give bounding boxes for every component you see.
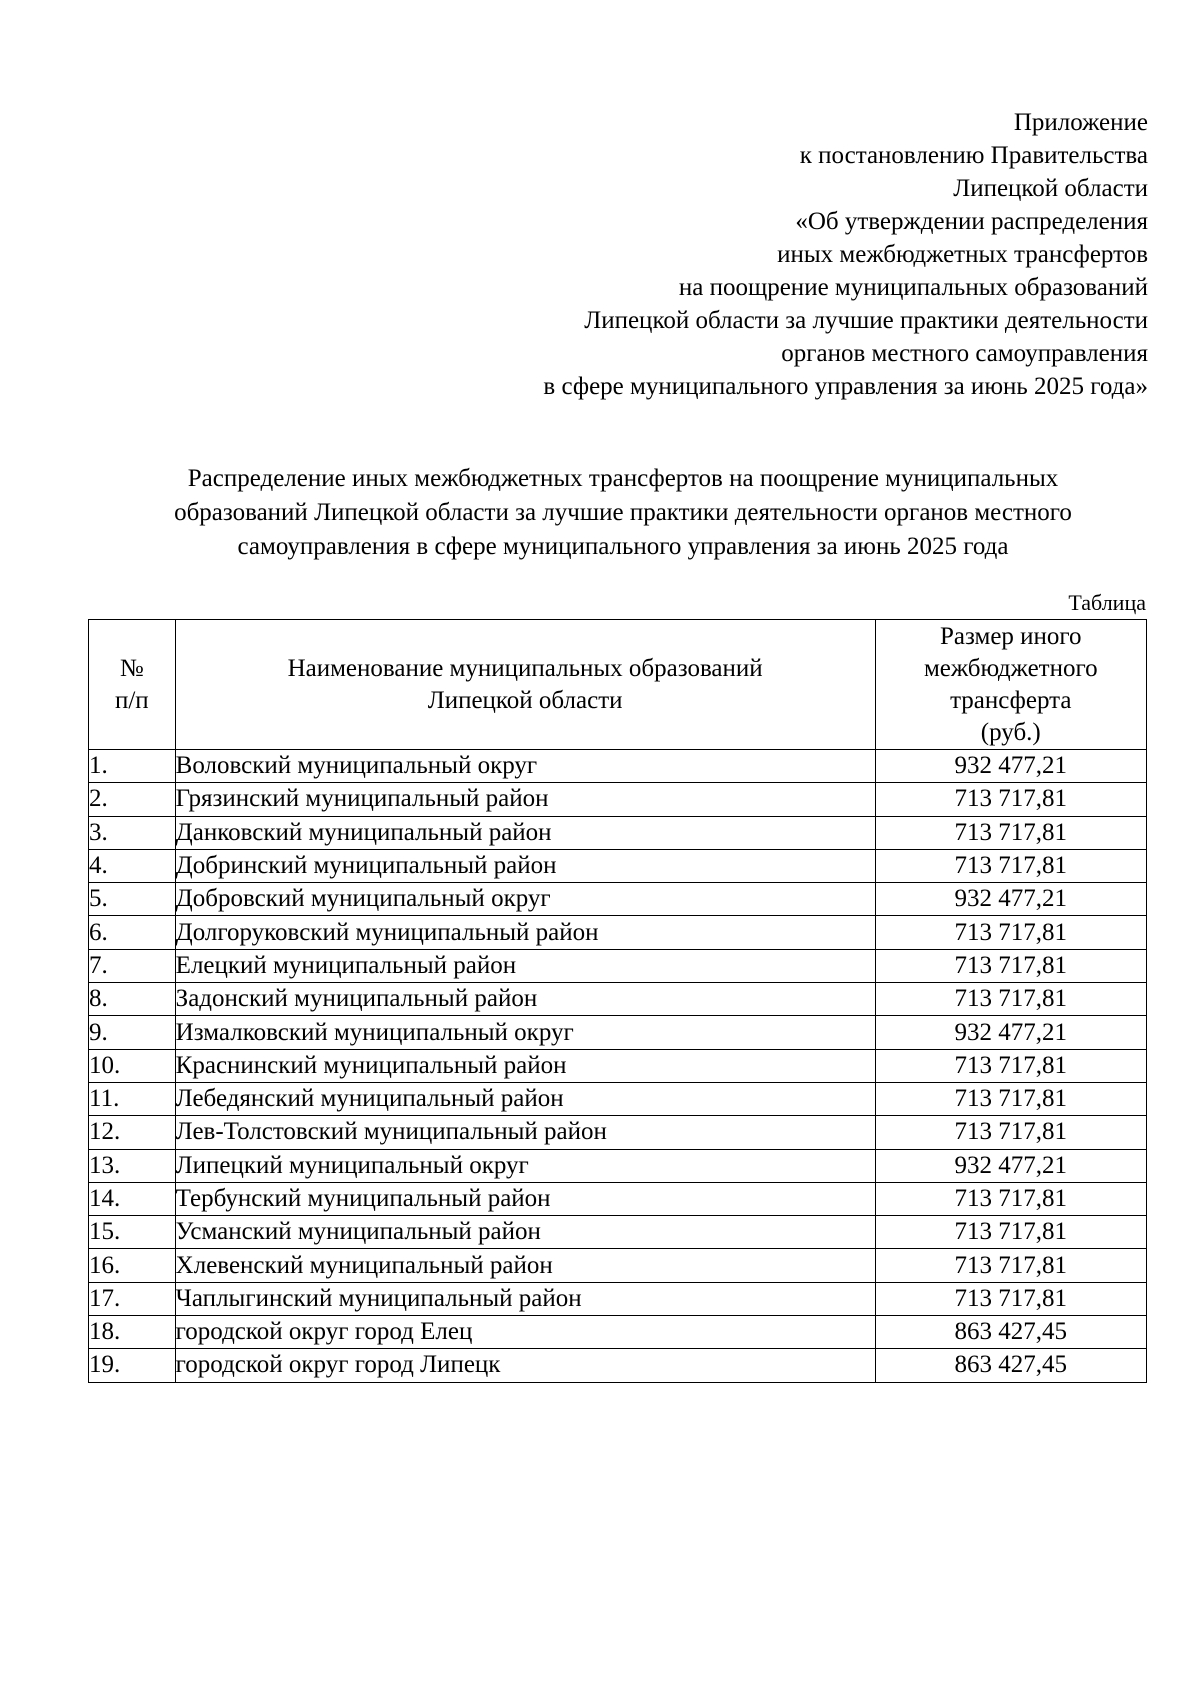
transfer-amount: 713 717,81 <box>875 1182 1146 1215</box>
table-row <box>89 849 1147 882</box>
appendix-line: иных межбюджетных трансфертов <box>777 241 1148 268</box>
transfer-amount: 713 717,81 <box>875 1116 1146 1149</box>
appendix-line: к постановлению Правительства <box>799 142 1148 169</box>
header-amount-line: Размер иного <box>939 622 1082 650</box>
table-header-row <box>89 620 1147 750</box>
row-number: 12. <box>89 1116 176 1149</box>
header-name-line: Липецкой области <box>427 686 623 714</box>
row-number: 11. <box>89 1082 176 1115</box>
row-number: 16. <box>89 1249 176 1282</box>
municipality-name: Долгоруковский муниципальный район <box>175 916 875 949</box>
municipality-name: Лев-Толстовский муниципальный район <box>175 1116 875 1149</box>
row-number: 15. <box>89 1216 176 1249</box>
table-row <box>89 1149 1147 1182</box>
transfer-amount: 932 477,21 <box>875 1149 1146 1182</box>
row-number: 2. <box>89 783 176 816</box>
transfer-amount: 713 717,81 <box>875 1216 1146 1249</box>
transfer-amount: 863 427,45 <box>875 1349 1146 1382</box>
header-name <box>175 620 875 750</box>
row-number: 6. <box>89 916 176 949</box>
appendix-line: органов местного самоуправления <box>781 340 1148 367</box>
row-number: 19. <box>89 1349 176 1382</box>
row-number: 7. <box>89 949 176 982</box>
transfer-amount: 713 717,81 <box>875 1082 1146 1115</box>
municipality-name: городской округ город Елец <box>175 1316 875 1349</box>
row-number: 9. <box>89 1016 176 1049</box>
row-number: 18. <box>89 1316 176 1349</box>
transfer-amount: 713 717,81 <box>875 849 1146 882</box>
table-row <box>89 916 1147 949</box>
table-row <box>89 1049 1147 1082</box>
municipality-name: Данковский муниципальный район <box>175 816 875 849</box>
municipality-name: Елецкий муниципальный район <box>175 949 875 982</box>
row-number: 8. <box>89 983 176 1016</box>
table-row <box>89 1316 1147 1349</box>
header-number-line: п/п <box>114 686 149 714</box>
municipality-name: Грязинский муниципальный район <box>175 783 875 816</box>
transfer-amount: 932 477,21 <box>875 1016 1146 1049</box>
table-row <box>89 1282 1147 1315</box>
header-amount-line: межбюджетного <box>923 654 1098 682</box>
document-heading <box>88 462 1158 564</box>
appendix-line: в сфере муниципального управления за июнь 2025 года» <box>543 373 1148 400</box>
municipality-name: Добринский муниципальный район <box>175 849 875 882</box>
appendix-line: Липецкой области за лучшие практики деятельности <box>584 307 1148 334</box>
municipality-name: Добровский муниципальный округ <box>175 883 875 916</box>
transfer-amount: 713 717,81 <box>875 983 1146 1016</box>
table-row <box>89 883 1147 916</box>
municipality-name: Тербунский муниципальный район <box>175 1182 875 1215</box>
appendix-line: «Об утверждении распределения <box>795 208 1148 235</box>
transfer-amount: 713 717,81 <box>875 949 1146 982</box>
table-row <box>89 983 1147 1016</box>
row-number: 13. <box>89 1149 176 1182</box>
heading-line: образований Липецкой области за лучшие практики деятельности органов местного <box>174 499 1072 526</box>
municipality-name: Хлевенский муниципальный район <box>175 1249 875 1282</box>
row-number: 4. <box>89 849 176 882</box>
table-row <box>89 1216 1147 1249</box>
table-caption: Таблица <box>1068 590 1146 615</box>
table-row <box>89 1082 1147 1115</box>
municipality-name: Чаплыгинский муниципальный район <box>175 1282 875 1315</box>
heading-line: самоуправления в сфере муниципального управления за июнь 2025 года <box>237 533 1009 560</box>
table-row <box>89 750 1147 783</box>
municipality-name: Задонский муниципальный район <box>175 983 875 1016</box>
heading-line: Распределение иных межбюджетных трансфертов на поощрение муниципальных <box>187 465 1059 492</box>
table-row <box>89 1016 1147 1049</box>
row-number: 17. <box>89 1282 176 1315</box>
row-number: 10. <box>89 1049 176 1082</box>
municipality-name: Липецкий муниципальный округ <box>175 1149 875 1182</box>
municipality-name: Измалковский муниципальный округ <box>175 1016 875 1049</box>
table-row <box>89 1349 1147 1382</box>
row-number: 5. <box>89 883 176 916</box>
municipality-name: Лебедянский муниципальный район <box>175 1082 875 1115</box>
row-number: 3. <box>89 816 176 849</box>
row-number: 1. <box>89 750 176 783</box>
table-row <box>89 1249 1147 1282</box>
table-row <box>89 1116 1147 1149</box>
municipality-name: Воловский муниципальный округ <box>175 750 875 783</box>
transfer-amount: 932 477,21 <box>875 750 1146 783</box>
transfer-amount: 863 427,45 <box>875 1316 1146 1349</box>
appendix-block <box>388 106 1148 403</box>
appendix-line: Приложение <box>1013 109 1148 136</box>
transfer-amount: 713 717,81 <box>875 1282 1146 1315</box>
row-number: 14. <box>89 1182 176 1215</box>
transfer-amount: 932 477,21 <box>875 883 1146 916</box>
header-number-line: № <box>119 654 144 682</box>
table-row <box>89 816 1147 849</box>
table-row <box>89 783 1147 816</box>
header-amount <box>875 620 1146 750</box>
municipality-name: Усманский муниципальный район <box>175 1216 875 1249</box>
transfers-table <box>88 619 1147 1383</box>
table-body <box>89 750 1147 1383</box>
header-amount-line: трансферта <box>950 686 1072 714</box>
municipality-name: городской округ город Липецк <box>175 1349 875 1382</box>
municipality-name: Краснинский муниципальный район <box>175 1049 875 1082</box>
transfer-amount: 713 717,81 <box>875 916 1146 949</box>
header-name-line: Наименование муниципальных образований <box>287 654 763 682</box>
transfer-amount: 713 717,81 <box>875 816 1146 849</box>
header-amount-line: (руб.) <box>980 718 1041 746</box>
transfer-amount: 713 717,81 <box>875 1249 1146 1282</box>
appendix-line: Липецкой области <box>953 175 1148 202</box>
transfer-amount: 713 717,81 <box>875 1049 1146 1082</box>
table-row <box>89 949 1147 982</box>
table-row <box>89 1182 1147 1215</box>
transfer-amount: 713 717,81 <box>875 783 1146 816</box>
header-number <box>89 620 176 750</box>
appendix-line: на поощрение муниципальных образований <box>678 274 1148 301</box>
